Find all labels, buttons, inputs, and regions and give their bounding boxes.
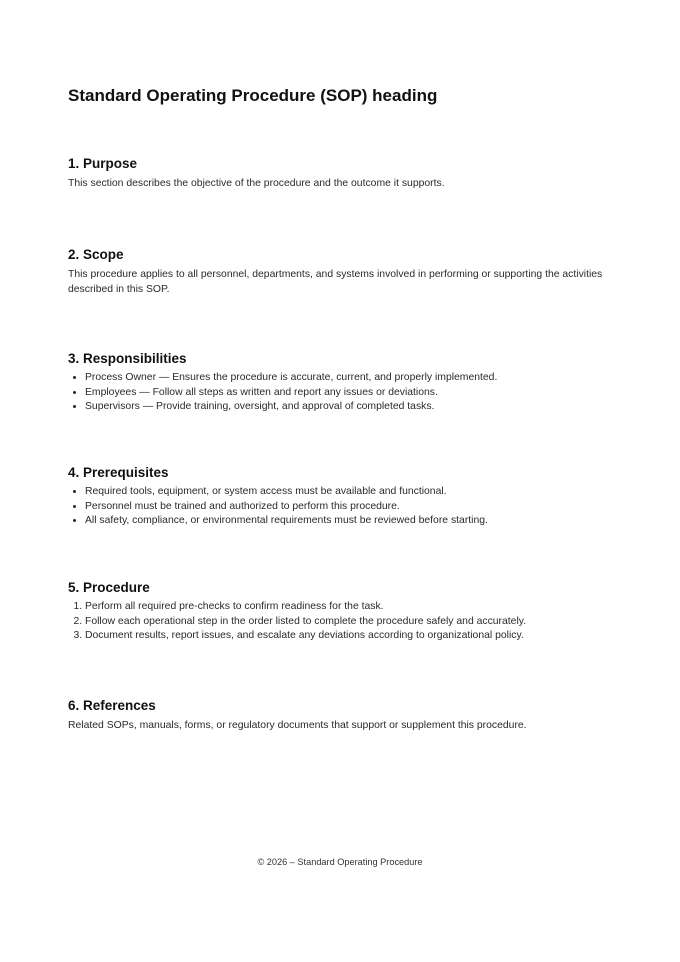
section-responsibilities <box>68 351 628 415</box>
list-item: 2. Follow each operational step in the order listed to complete the procedure safely and accurately. <box>85 615 628 630</box>
list-item: 3. Document results, report issues, and escalate any deviations according to organizational policy. <box>85 629 628 644</box>
list-item: 1. Perform all required pre-checks to confirm readiness for the task. <box>85 600 628 615</box>
section-text-scope: This procedure applies to all personnel, departments, and systems involved in performing or supporting the activities described in this SOP. <box>68 269 603 295</box>
list-item: • All safety, compliance, or environmental requirements must be reviewed before starting. <box>85 514 628 529</box>
list-item: • Employees — Follow all steps as written and report any issues or deviations. <box>85 386 628 401</box>
section-heading-procedure: 5. Procedure <box>68 580 150 595</box>
section-text-references: Related SOPs, manuals, forms, or regulatory documents that support or supplement this procedure. <box>68 720 527 731</box>
page-footer: © 2026 – Standard Operating Procedure <box>257 857 423 867</box>
list-item: • Supervisors — Provide training, oversight, and approval of completed tasks. <box>85 400 628 415</box>
section-procedure <box>68 580 628 644</box>
section-heading-purpose: 1. Purpose <box>68 156 138 171</box>
responsibilities-list <box>68 371 628 415</box>
section-heading-prerequisites: 4. Prerequisites <box>68 465 169 480</box>
section-heading-scope: 2. Scope <box>68 247 124 262</box>
list-item: • Personnel must be trained and authorized to perform this procedure. <box>85 500 628 515</box>
document-title: Standard Operating Procedure (SOP) heading <box>68 86 438 105</box>
section-purpose <box>68 156 628 191</box>
section-scope <box>68 247 628 297</box>
list-item: • Process Owner — Ensures the procedure is accurate, current, and properly implemented. <box>85 371 628 386</box>
section-references <box>68 698 628 733</box>
procedure-steps-list <box>68 600 628 644</box>
prerequisites-list <box>68 485 628 529</box>
list-item: • Required tools, equipment, or system access must be available and functional. <box>85 485 628 500</box>
section-text-purpose: This section describes the objective of the procedure and the outcome it supports. <box>68 178 445 189</box>
section-heading-references: 6. References <box>68 698 156 713</box>
section-heading-responsibilities: 3. Responsibilities <box>68 351 187 366</box>
section-prerequisites <box>68 465 628 529</box>
